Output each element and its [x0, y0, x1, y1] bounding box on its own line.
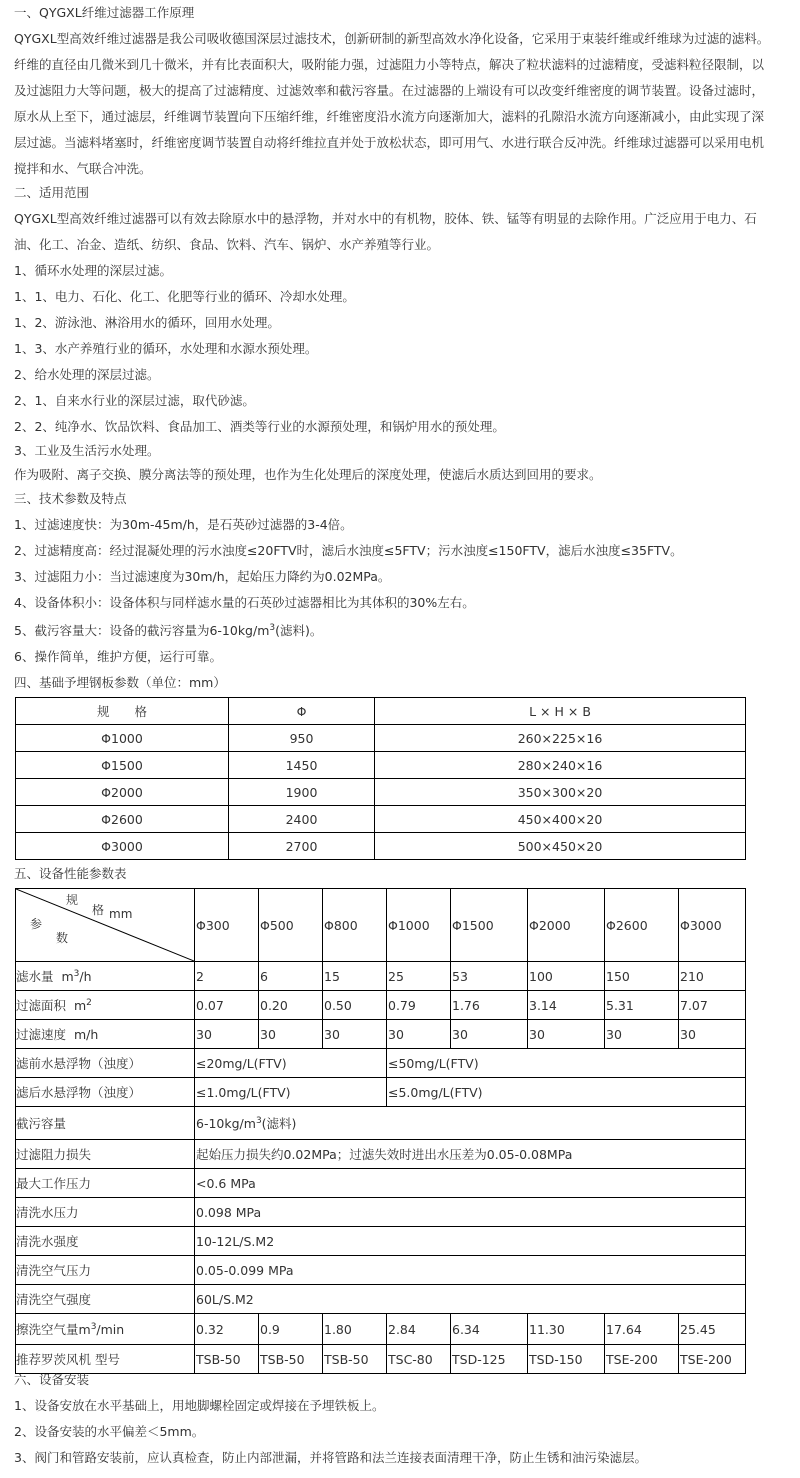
table-row — [16, 725, 746, 752]
table-cell: TSB-50 — [195, 1345, 259, 1374]
row-label: 过滤阻力损失 — [16, 1140, 195, 1169]
table-cell: TSC-80 — [387, 1345, 451, 1374]
table-cell: 0.79 — [387, 991, 451, 1020]
section1-line: 及过滤阻力大等问题，极大的提高了过滤精度、过滤效率和截污容量。在过滤器的上端设有可以改变纤维密度的调节装置。设备过滤时， — [14, 83, 765, 98]
table-cell: Φ1000 — [16, 725, 229, 752]
section6-line: 3、阀门和管路安装前，应认真检查，防止内部泄漏，并将管路和法兰连接表面清理干净，防止生锈和油污染滤层。 — [14, 1450, 647, 1465]
table-cell: TSE-200 — [679, 1345, 746, 1374]
table-cell: 2 — [195, 962, 259, 991]
row-label: 截污容量 — [16, 1107, 195, 1140]
table-cell: $6-10kg/m^3$(滤料) — [195, 1107, 746, 1140]
table-cell: 30 — [451, 1020, 528, 1049]
table-cell: TSB-50 — [259, 1345, 323, 1374]
row-label: 擦洗空气量$m^3/\min$ — [16, 1314, 195, 1345]
table-header-row — [16, 889, 746, 962]
table-cell: Φ2600 — [16, 806, 229, 833]
section1-line: 搅拌和水、气联合冲洗。 — [14, 161, 152, 176]
steel-plate-table — [15, 697, 746, 860]
section2-line: 油、化工、冶金、造纸、纺织、食品、饮料、汽车、锅炉、水产养殖等行业。 — [14, 237, 440, 252]
table-cell: 30 — [323, 1020, 387, 1049]
table-row — [16, 991, 746, 1020]
table-cell: 100 — [528, 962, 605, 991]
row-label: 清洗空气压力 — [16, 1256, 195, 1285]
table-row — [16, 1256, 746, 1285]
table-cell: 15 — [323, 962, 387, 991]
table-row — [16, 1049, 746, 1078]
section2-line: 1、3、水产养殖行业的循环，水处理和水源水预处理。 — [14, 341, 318, 356]
section1-line: 纤维的直径由几微米到几十微米，并有比表面积大，吸附能力强，过滤阻力小等特点，解决了粒状滤料的过滤精度，受滤料粒径限制，以 — [14, 57, 765, 72]
table-cell: 53 — [451, 962, 528, 991]
table-cell: 1900 — [229, 779, 375, 806]
table-cell: 25.45 — [679, 1314, 746, 1345]
table-cell: 500×450×20 — [375, 833, 746, 860]
section2-line: 作为吸附、离子交换、膜分离法等的预处理，也作为生化处理后的深度处理，使滤后水质达到回用的要求。 — [14, 467, 602, 482]
table-cell: TSD-125 — [451, 1345, 528, 1374]
table-cell: 2400 — [229, 806, 375, 833]
table-row — [16, 1078, 746, 1107]
corner-label: 参 — [30, 917, 43, 931]
section2-line: 1、2、游泳池、淋浴用水的循环，回用水处理。 — [14, 315, 280, 330]
section1-heading: 一、QYGXL纤维过滤器工作原理 — [14, 5, 195, 20]
table-row — [16, 962, 746, 991]
table-row — [16, 1227, 746, 1256]
section6-heading: 六、设备安装 — [14, 1372, 90, 1387]
section4-heading: 四、基础予埋钢板参数（单位：mm） — [14, 675, 226, 690]
table-row — [16, 1169, 746, 1198]
table-cell: ≤20mg/L(FTV) — [195, 1049, 387, 1078]
row-label: 清洗水压力 — [16, 1198, 195, 1227]
table-cell: TSD-150 — [528, 1345, 605, 1374]
table-cell: 6 — [259, 962, 323, 991]
size-header: Φ1500 — [451, 889, 528, 962]
section1-line: QYGXL型高效纤维过滤器是我公司吸收德国深层过滤技术，创新研制的新型高效水净化设备，它采用于束装纤维或纤维球为过滤的滤料。 — [14, 31, 770, 46]
table-cell: 30 — [195, 1020, 259, 1049]
table-cell: 0.9 — [259, 1314, 323, 1345]
table-row — [16, 1314, 746, 1345]
table-row — [16, 779, 746, 806]
table-cell: 1.80 — [323, 1314, 387, 1345]
table-cell: 150 — [605, 962, 679, 991]
table-header-row — [16, 698, 746, 725]
row-label: 滤后水悬浮物（浊度） — [16, 1078, 195, 1107]
size-header: Φ3000 — [679, 889, 746, 962]
table-cell: 30 — [528, 1020, 605, 1049]
table-cell: ≤1.0mg/L(FTV) — [195, 1078, 387, 1107]
table-cell: 0.098 MPa — [195, 1198, 746, 1227]
corner-label: mm — [109, 907, 133, 921]
row-label: 滤前水悬浮物（浊度） — [16, 1049, 195, 1078]
section2-line: 2、给水处理的深层过滤。 — [14, 367, 160, 382]
table-cell: 7.07 — [679, 991, 746, 1020]
table-cell: 起始压力损失约0.02MPa；过滤失效时进出水压差为0.05-0.08MPa — [195, 1140, 746, 1169]
corner-cell — [16, 889, 195, 962]
section3-line5: 5、截污容量大：设备的截污容量为$6-10kg/m^3$(滤料)。 — [14, 622, 323, 638]
row-label: 清洗水强度 — [16, 1227, 195, 1256]
section2-line: 1、循环水处理的深层过滤。 — [14, 263, 172, 278]
diagonal-line — [16, 889, 194, 961]
table-cell: <0.6 MPa — [195, 1169, 746, 1198]
size-header: Φ1000 — [387, 889, 451, 962]
header-cell: 规 格 — [16, 698, 229, 725]
section1-line: 原水从上至下，通过滤层，纤维调节装置向下压缩纤维，纤维密度沿水流方向逐渐加大，滤料的孔隙沿水流方向逐渐减小，由此实现了深 — [14, 109, 765, 124]
row-label: 滤水量 $m^3/h$ — [16, 962, 195, 991]
row-label: 推荐罗茨风机 型号 — [16, 1345, 195, 1374]
table-cell: 450×400×20 — [375, 806, 746, 833]
header-cell: Φ — [229, 698, 375, 725]
section6-line: 1、设备安放在水平基础上，用地脚螺栓固定或焊接在予埋铁板上。 — [14, 1398, 385, 1413]
table-cell: Φ2000 — [16, 779, 229, 806]
corner-label: 数 — [56, 931, 69, 945]
table-cell: 0.20 — [259, 991, 323, 1020]
table-row — [16, 752, 746, 779]
size-header: Φ300 — [195, 889, 259, 962]
table-cell: 30 — [679, 1020, 746, 1049]
table-cell: 3.14 — [528, 991, 605, 1020]
table-cell: 60L/S.M2 — [195, 1285, 746, 1314]
table-cell: 1450 — [229, 752, 375, 779]
table-cell: 6.34 — [451, 1314, 528, 1345]
section2-line: 3、工业及生活污水处理。 — [14, 443, 160, 458]
header-cell: L × H × B — [375, 698, 746, 725]
table-cell: ≤50mg/L(FTV) — [387, 1049, 746, 1078]
row-label: 最大工作压力 — [16, 1169, 195, 1198]
table-cell: 30 — [605, 1020, 679, 1049]
row-label: 清洗空气强度 — [16, 1285, 195, 1314]
table-cell: 30 — [259, 1020, 323, 1049]
section2-line: 2、1、自来水行业的深层过滤，取代砂滤。 — [14, 393, 255, 408]
corner-label: 格 — [92, 903, 105, 917]
section2-line: QYGXL型高效纤维过滤器可以有效去除原水中的悬浮物，并对水中的有机物，胶体、铁、锰等有明显的去除作用。广泛应用于电力、石 — [14, 211, 757, 226]
corner-label: 规 — [66, 893, 79, 907]
table-cell: 0.50 — [323, 991, 387, 1020]
size-header: Φ500 — [259, 889, 323, 962]
section2-heading: 二、适用范围 — [14, 185, 90, 200]
row-label: 过滤速度 m/h — [16, 1020, 195, 1049]
table-cell: 17.64 — [605, 1314, 679, 1345]
section6-line: 2、设备安装的水平偏差＜5mm。 — [14, 1424, 205, 1439]
table-cell: 210 — [679, 962, 746, 991]
table-cell: Φ3000 — [16, 833, 229, 860]
table-row — [16, 1285, 746, 1314]
section3-heading: 三、技术参数及特点 — [14, 491, 127, 506]
section5-heading: 五、设备性能参数表 — [14, 866, 127, 881]
table-cell: 0.05-0.099 MPa — [195, 1256, 746, 1285]
section3-line: 3、过滤阻力小：当过滤速度为30m/h，起始压力降约为0.02MPa。 — [14, 569, 391, 584]
table-cell: 350×300×20 — [375, 779, 746, 806]
table-cell: 25 — [387, 962, 451, 991]
table-row — [16, 1107, 746, 1140]
table-cell: 950 — [229, 725, 375, 752]
table-cell: 0.32 — [195, 1314, 259, 1345]
table-cell: Φ1500 — [16, 752, 229, 779]
row-label: 过滤面积 $m^2$ — [16, 991, 195, 1020]
table-cell: 0.07 — [195, 991, 259, 1020]
table-row — [16, 1020, 746, 1049]
table-cell: 5.31 — [605, 991, 679, 1020]
size-header: Φ2000 — [528, 889, 605, 962]
table-cell: TSB-50 — [323, 1345, 387, 1374]
section1-line: 层过滤。当滤料堵塞时，纤维密度调节装置自动将纤维拉直并处于放松状态，即可用气、水进行联合反冲洗。纤维球过滤器可以采用电机 — [14, 135, 765, 150]
table-cell: 2.84 — [387, 1314, 451, 1345]
table-row — [16, 833, 746, 860]
table-cell: 30 — [387, 1020, 451, 1049]
size-header: Φ2600 — [605, 889, 679, 962]
table-row — [16, 1140, 746, 1169]
section3-line: 4、设备体积小：设备体积与同样滤水量的石英砂过滤器相比为其体积的30%左右。 — [14, 595, 475, 610]
table-cell: ≤5.0mg/L(FTV) — [387, 1078, 746, 1107]
table-row — [16, 806, 746, 833]
table-cell: 10-12L/S.M2 — [195, 1227, 746, 1256]
section3-line6: 6、操作简单，维护方便，运行可靠。 — [14, 649, 222, 664]
section3-line: 1、过滤速度快：为30m-45m/h，是石英砂过滤器的3-4倍。 — [14, 517, 353, 532]
table-cell: 11.30 — [528, 1314, 605, 1345]
size-header: Φ800 — [323, 889, 387, 962]
section2-line: 1、1、电力、石化、化工、化肥等行业的循环、冷却水处理。 — [14, 289, 355, 304]
table-cell: 280×240×16 — [375, 752, 746, 779]
table-cell: 260×225×16 — [375, 725, 746, 752]
section2-line: 2、2、纯净水、饮品饮料、食品加工、酒类等行业的水源预处理，和锅炉用水的预处理。 — [14, 419, 505, 434]
table-cell: TSE-200 — [605, 1345, 679, 1374]
table-row — [16, 1198, 746, 1227]
section3-line: 2、过滤精度高：经过混凝处理的污水浊度≤20FTV时，滤后水浊度≤5FTV；污水浊度≤150FTV，滤后水浊度≤35FTV。 — [14, 543, 683, 558]
table-cell: 2700 — [229, 833, 375, 860]
table-cell: 1.76 — [451, 991, 528, 1020]
performance-table — [15, 888, 746, 1374]
